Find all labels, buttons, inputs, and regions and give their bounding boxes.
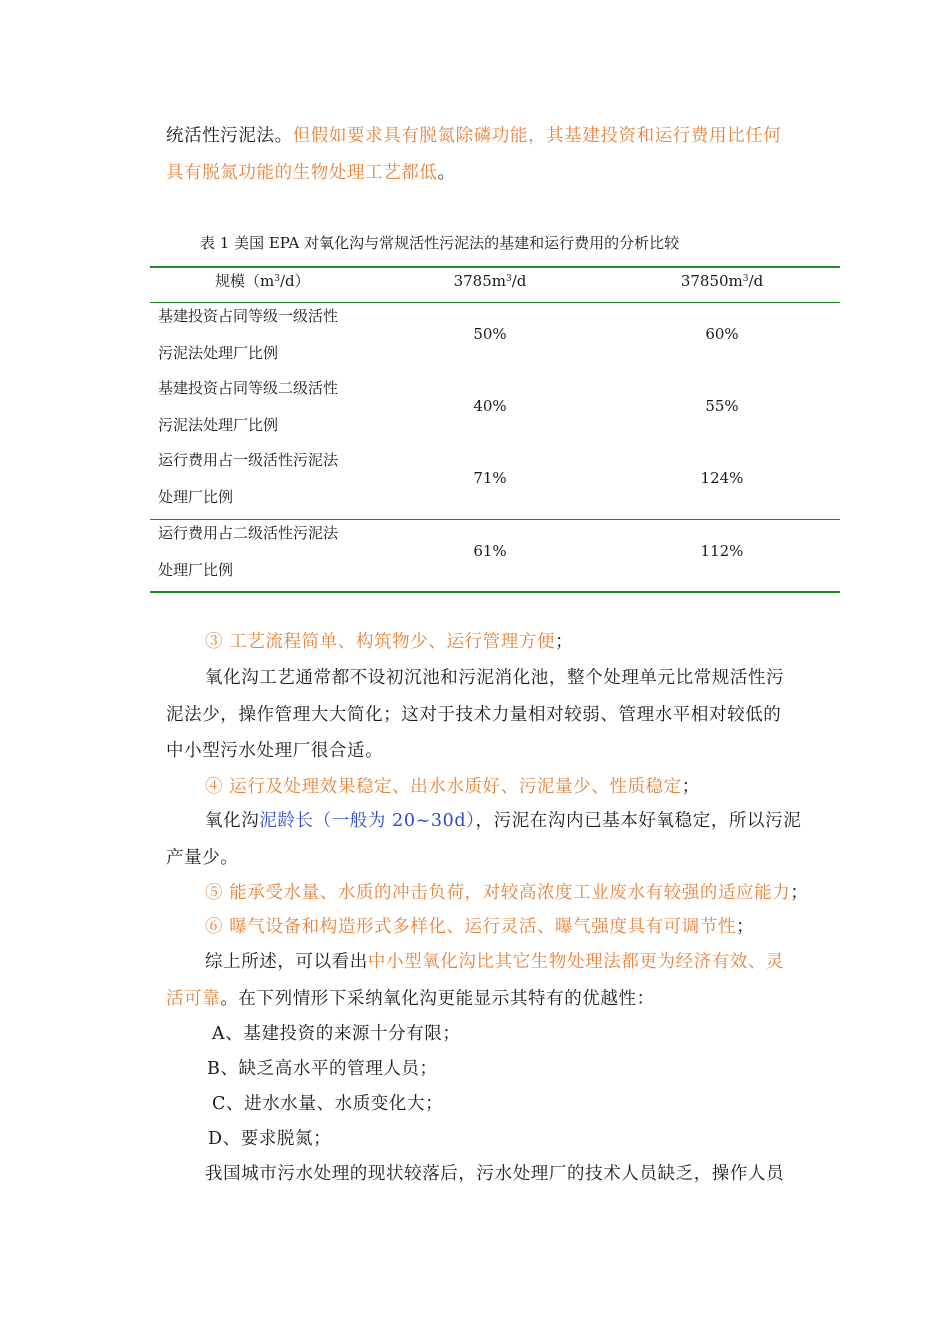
intro-end: 。: [437, 163, 456, 183]
row-value-col1: 71%: [473, 469, 507, 487]
row-label-line2: 污泥法处理厂比例: [158, 415, 279, 434]
closing-line: 我国城市污水处理的现状较落后，污水处理厂的技术人员缺乏，操作人员: [205, 1164, 785, 1184]
list-item: A、基建投资的来源十分有限；: [212, 1024, 461, 1044]
row-value-col2: 60%: [705, 325, 739, 343]
table-header-col1: $3785m^3/d$: [453, 272, 527, 290]
table-row: [158, 442, 388, 515]
intro-line-1: [166, 118, 834, 155]
row-value-col2: 112%: [700, 542, 744, 560]
table-bottom-rule: [150, 591, 840, 593]
row-value-col1: 61%: [473, 542, 507, 560]
row-label-line1: 运行费用占一级活性污泥法: [158, 451, 339, 469]
table-header-scale: 规模$(m^3/d)$: [215, 272, 310, 290]
table-top-rule: [150, 266, 840, 268]
summary-line-1: 综上所述，可以看出中小型氧化沟比其它生物处理法都更为经济有效、灵: [205, 952, 785, 972]
point-5-heading: ⑤ 能承受水量、水质的冲击负荷，对较高浓度工业废水有较强的适应能力；: [205, 883, 809, 903]
intro-lead: 统活性污泥法。: [166, 126, 293, 146]
row-value-col1: 40%: [473, 397, 507, 415]
row-value-col2: 124%: [700, 469, 744, 487]
row-label-line2: 处理厂比例: [158, 560, 234, 579]
row-label-line1: 基建投资占同等级二级活性: [158, 379, 339, 397]
point-3-line-2: 泥法少，操作管理大大简化；这对于技术力量相对较弱、管理水平相对较低的: [166, 705, 782, 725]
point-3-line-1: 氧化沟工艺通常都不设初沉池和污泥消化池，整个处理单元比常规活性污: [205, 668, 785, 688]
table-row: [158, 370, 388, 443]
list-item: D、要求脱氮；: [208, 1129, 332, 1149]
intro-highlight-1: 但假如要求具有脱氮除磷功能，其基建投资和运行费用比任何: [292, 126, 782, 146]
table-row: [158, 515, 388, 588]
table-caption: 表 1 美国 EPA 对氧化沟与常规活性污泥法的基建和运行费用的分析比较: [200, 234, 680, 252]
row-label-line2: 污泥法处理厂比例: [158, 343, 279, 362]
row-label-line1: 基建投资占同等级一级活性: [158, 307, 339, 325]
summary-line-2: 活可靠。在下列情形下采纳氧化沟更能显示其特有的优越性：: [166, 989, 655, 1009]
list-item: C、进水水量、水质变化大；: [212, 1094, 444, 1114]
point-4-line-1: 氧化沟泥龄长（一般为 20~30d），污泥在沟内已基本好氧稳定，所以污泥: [205, 811, 802, 831]
point-3-heading: ③ 工艺流程简单、构筑物少、运行管理方便；: [205, 632, 574, 652]
row-value-col2: 55%: [705, 397, 739, 415]
intro-line-2: [166, 155, 834, 192]
row-value-col1: 50%: [473, 325, 507, 343]
point-4-heading: ④ 运行及处理效果稳定、出水水质好、污泥量少、性质稳定；: [205, 777, 700, 797]
table-row: [158, 298, 388, 371]
point-4-line-2: 产量少。: [166, 848, 239, 868]
list-item: B、缺乏高水平的管理人员；: [207, 1059, 438, 1079]
table-header-col2: $37850m^3/d$: [680, 272, 764, 290]
row-label-line2: 处理厂比例: [158, 487, 234, 506]
intro-highlight-2: 具有脱氮功能的生物处理工艺都低: [166, 163, 438, 183]
point-3-line-3: 中小型污水处理厂很合适。: [166, 741, 384, 761]
row-label-line1: 运行费用占二级活性污泥法: [158, 524, 339, 542]
point-6-heading: ⑥ 曝气设备和构造形式多样化、运行灵活、曝气强度具有可调节性；: [205, 917, 755, 937]
